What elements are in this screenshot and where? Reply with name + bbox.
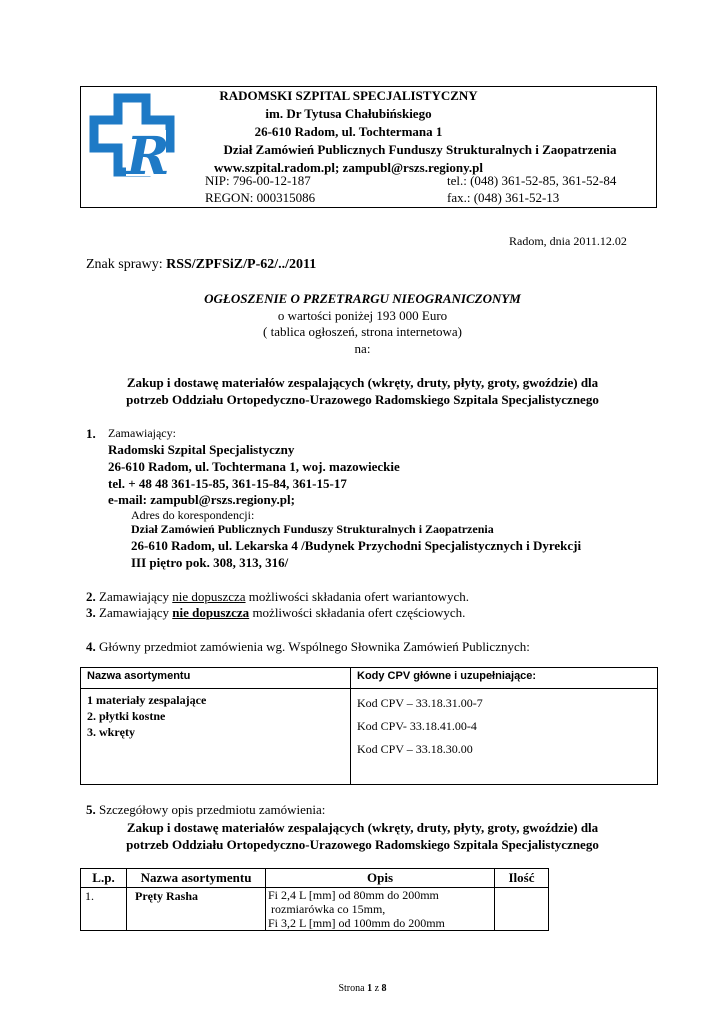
case-value: RSS/ZPFSiZ/P-62/../2011 [166, 257, 317, 272]
items-header-name: Nazwa asortymentu [127, 869, 266, 888]
svg-text:R: R [126, 126, 170, 187]
footer-page: 1 [367, 983, 373, 994]
section-5-text: Szczegółowy opis przedmiotu zamówienia: [99, 802, 326, 817]
case-number [86, 256, 316, 274]
table-row [81, 888, 549, 931]
footer-prefix: Strona [338, 983, 368, 994]
item-desc-line: Fi 2,4 L [mm] od 80mm do 200mm [268, 888, 439, 902]
cpv-code: Kod CPV- 33.18.41.00-4 [357, 719, 477, 733]
items-header-desc: Opis [266, 869, 495, 888]
phone: tel.: (048) 361-52-85, 361-52-84 [447, 173, 617, 188]
nip: NIP: 796-00-12-187 [205, 173, 311, 188]
section-4-text: Główny przedmiot zamówienia wg. Wspólnego Słownika Zamówień Publicznych: [99, 639, 530, 654]
case-label: Znak sprawy: [86, 257, 167, 272]
cpv-name: 3. wkręty [87, 725, 135, 739]
section-5-number: 5. [86, 802, 96, 817]
footer-total: 8 [381, 983, 387, 994]
cpv-header-name: Nazwa asortymentu [81, 668, 351, 689]
cpv-codes-cell [351, 689, 658, 785]
cpv-code: Kod CPV – 33.18.30.00 [357, 742, 473, 756]
web-email: www.szpital.radom.pl; zampubl@rszs.regiony.pl [214, 160, 483, 175]
fax: fax.: (048) 361-52-13 [447, 190, 560, 205]
section-3-number: 3. [86, 605, 96, 620]
section-4-number: 4. [86, 639, 96, 654]
announcement-board: ( tablica ogłoszeń, strona internetowa) [263, 324, 462, 339]
announcement-value: o wartości poniżej 193 000 Euro [277, 308, 448, 323]
subject-line-2: potrzeb Oddziału Ortopedyczno-Urazowego Radomskiego Szpitala Specjalistycznego [126, 392, 599, 407]
procurement-department: Dział Zamówień Publicznych Funduszy Strukturalnych i Zaopatrzenia [223, 142, 617, 157]
section-5 [86, 801, 325, 819]
ordering-party-address: 26-610 Radom, ul. Tochtermana 1, woj. mazowieckie [108, 459, 400, 474]
cpv-code: Kod CPV – 33.18.31.00-7 [357, 696, 483, 710]
section-3 [86, 604, 465, 622]
section-2-post: możliwości składania ofert wariantowych. [245, 589, 470, 604]
section-3-post: możliwości składania ofert częściowych. [249, 605, 466, 620]
items-header-lp: L.p. [81, 869, 127, 888]
items-table [80, 868, 549, 931]
section-4 [86, 638, 530, 656]
item-lp: 1. [81, 888, 127, 931]
cpv-table [80, 667, 658, 785]
item-qty [495, 888, 549, 931]
subject-line-1: Zakup i dostawę materiałów zespalających (wkręty, druty, płyty, groty, gwoździe) dla [126, 375, 599, 390]
section-2-number: 2. [86, 589, 96, 604]
ordering-party-phone: tel. + 48 48 361-15-85, 361-15-84, 361-15-17 [108, 476, 347, 491]
page-footer [0, 983, 725, 995]
section-3-pre: Zamawiający [99, 605, 173, 620]
correspondence-label: Adres do korespondencji: [131, 508, 255, 522]
announcement-title: OGŁOSZENIE O PRZETRARGU NIEOGRANICZONYM [204, 291, 521, 306]
cpv-header-codes: Kody CPV główne i uzupełniające: [351, 668, 658, 689]
correspondence-department: Dział Zamówień Publicznych Funduszy Strukturalnych i Zaopatrzenia [131, 522, 494, 536]
correspondence-address-1: 26-610 Radom, ul. Lekarska 4 /Budynek Przychodni Specjalistycznych i Dyrekcji [131, 538, 582, 553]
cpv-names-cell [81, 689, 351, 785]
cpv-name: 2. płytki kostne [87, 709, 166, 723]
section-2-pre: Zamawiający [99, 589, 173, 604]
ordering-party-email: e-mail: zampubl@rszs.regiony.pl; [108, 492, 295, 507]
items-header-qty: Ilość [495, 869, 549, 888]
section-5-line-1: Zakup i dostawę materiałów zespalających (wkręty, druty, płyty, groty, gwoździe) dla [126, 820, 599, 835]
item-desc-line: Fi 3,2 L [mm] od 100mm do 200mm [268, 916, 445, 930]
announcement-na: na: [354, 341, 371, 356]
section-5-line-2: potrzeb Oddziału Ortopedyczno-Urazowego Radomskiego Szpitala Specjalistycznego [126, 837, 599, 852]
hospital-address: 26-610 Radom, ul. Tochtermana 1 [254, 124, 443, 139]
section-1-number: 1. [86, 426, 96, 441]
item-name: Pręty Rasha [127, 888, 266, 931]
section-1-label: Zamawiający: [108, 426, 176, 440]
regon: REGON: 000315086 [205, 190, 316, 205]
cpv-name: 1 materiały zespalające [87, 693, 207, 707]
date-line: Radom, dnia 2011.12.02 [509, 234, 627, 248]
ordering-party-name: Radomski Szpital Specjalistyczny [108, 442, 295, 457]
hospital-patron: im. Dr Tytusa Chałubińskiego [265, 106, 432, 121]
section-2-underlined: nie dopuszcza [172, 589, 246, 604]
hospital-name: RADOMSKI SZPITAL SPECJALISTYCZNY [219, 88, 478, 103]
item-desc-line: rozmiarówka co 15mm, [268, 902, 386, 916]
footer-mid: z [372, 983, 382, 994]
section-3-underlined: nie dopuszcza [172, 605, 250, 620]
item-desc [266, 888, 495, 931]
correspondence-address-2: III piętro pok. 308, 313, 316/ [131, 555, 289, 570]
